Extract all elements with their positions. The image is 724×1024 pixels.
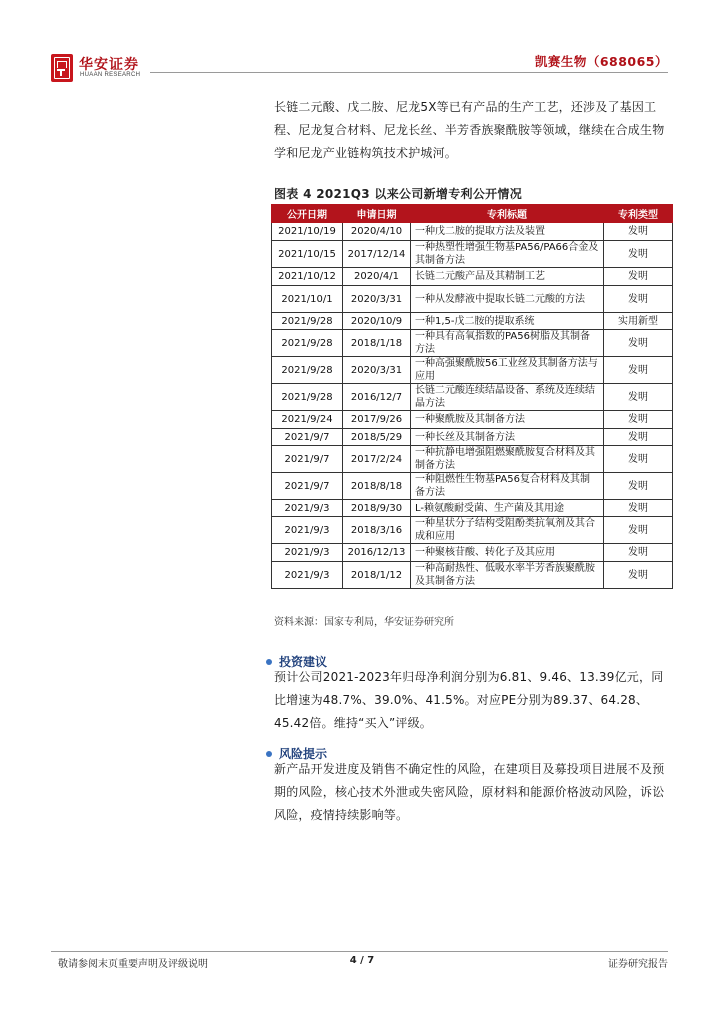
table-row — [272, 268, 673, 286]
patent-type-cell: 发明 — [604, 241, 673, 268]
patent-title-cell: 一种热塑性增强生物基PA56/PA66合金及其制备方法 — [411, 241, 604, 268]
patent-title-cell: 一种1,5-戊二胺的提取系统 — [411, 313, 604, 330]
patent-type-cell: 发明 — [604, 411, 673, 429]
table-row — [272, 411, 673, 429]
patent-type-cell: 发明 — [604, 562, 673, 589]
apply-date-cell: 2017/2/24 — [343, 446, 411, 473]
table-row — [272, 286, 673, 313]
table-row — [272, 384, 673, 411]
publish-date-cell: 2021/10/19 — [272, 223, 343, 241]
page-number: 4 / 7 — [349, 955, 375, 966]
patent-title-cell: 一种高耐热性、低吸水率半芳香族聚酰胺及其制备方法 — [411, 562, 604, 589]
publish-date-cell: 2021/9/28 — [272, 357, 343, 384]
apply-date-cell: 2018/5/29 — [343, 429, 411, 446]
patent-type-cell: 发明 — [604, 268, 673, 286]
table-row — [272, 562, 673, 589]
publish-date-cell: 2021/10/12 — [272, 268, 343, 286]
table-row — [272, 313, 673, 330]
publish-date-cell: 2021/9/7 — [272, 429, 343, 446]
publish-date-cell: 2021/9/28 — [272, 330, 343, 357]
patent-title-cell: 一种聚酰胺及其制备方法 — [411, 411, 604, 429]
publish-date-cell: 2021/9/28 — [272, 313, 343, 330]
patent-type-cell: 发明 — [604, 330, 673, 357]
table-row — [272, 500, 673, 517]
publish-date-cell: 2021/9/7 — [272, 473, 343, 500]
apply-date-cell: 2017/12/14 — [343, 241, 411, 268]
figure-source: 资料来源：国家专利局，华安证券研究所 — [274, 617, 454, 628]
patent-title-cell: 一种戊二胺的提取方法及装置 — [411, 223, 604, 241]
table-row — [272, 241, 673, 268]
patent-title-cell: 一种抗静电增强阻燃聚酰胺复合材料及其制备方法 — [411, 446, 604, 473]
patent-title-cell: 长链二元酸连续结晶设备、系统及连续结晶方法 — [411, 384, 604, 411]
intro-paragraph: 长链二元酸、戊二胺、尼龙5X等已有产品的生产工艺，还涉及了基因工程、尼龙复合材料、尼龙长丝、半芳香族聚酰胺等领域，继续在合成生物学和尼龙产业链构筑技术护城河。 — [274, 100, 665, 160]
patent-title-cell: 长链二元酸产品及其精制工艺 — [411, 268, 604, 286]
apply-date-cell: 2020/4/10 — [343, 223, 411, 241]
apply-date-cell: 2018/1/18 — [343, 330, 411, 357]
company-title: 凯赛生物（688065） — [534, 54, 668, 69]
patent-type-cell: 发明 — [604, 286, 673, 313]
apply-date-cell: 2018/1/12 — [343, 562, 411, 589]
patent-title-cell: 一种阻燃性生物基PA56复合材料及其制备方法 — [411, 473, 604, 500]
apply-date-cell: 2020/4/1 — [343, 268, 411, 286]
publish-date-cell: 2021/9/3 — [272, 500, 343, 517]
patent-title-cell: 一种高强聚酰胺56工业丝及其制备方法与应用 — [411, 357, 604, 384]
patent-title-cell: L-赖氨酸耐受菌、生产菌及其用途 — [411, 500, 604, 517]
brand-english: HUAAN RESEARCH — [80, 72, 141, 78]
section-heading: 投资建议 — [279, 655, 328, 669]
patent-title-cell: 一种长丝及其制备方法 — [411, 429, 604, 446]
patent-type-cell: 实用新型 — [604, 313, 673, 330]
apply-date-cell: 2020/3/31 — [343, 286, 411, 313]
patent-type-cell: 发明 — [604, 500, 673, 517]
patent-type-cell: 发明 — [604, 384, 673, 411]
patent-title-cell: 一种从发酵液中提取长链二元酸的方法 — [411, 286, 604, 313]
publish-date-cell: 2021/10/1 — [272, 286, 343, 313]
publish-date-cell: 2021/9/7 — [272, 446, 343, 473]
column-header: 公开日期 — [272, 205, 343, 223]
footer-divider — [51, 951, 668, 952]
risk-body: 新产品开发进度及销售不确定性的风险，在建项目及募投项目进展不及预期的风险，核心技术外泄或失密风险，原材料和能源价格波动风险，诉讼风险，疫情持续影响等。 — [274, 762, 665, 822]
bullet-icon — [266, 751, 272, 757]
apply-date-cell: 2020/10/9 — [343, 313, 411, 330]
patent-type-cell: 发明 — [604, 223, 673, 241]
publish-date-cell: 2021/9/3 — [272, 562, 343, 589]
table-row — [272, 517, 673, 544]
publish-date-cell: 2021/9/3 — [272, 544, 343, 562]
figure-title: 图表 4 2021Q3 以来公司新增专利公开情况 — [274, 187, 523, 201]
patent-title-cell: 一种聚核苷酸、转化子及其应用 — [411, 544, 604, 562]
column-header: 专利类型 — [604, 205, 673, 223]
apply-date-cell: 2020/3/31 — [343, 357, 411, 384]
header-divider — [150, 72, 668, 73]
section-heading: 风险提示 — [279, 747, 328, 761]
patent-type-cell: 发明 — [604, 473, 673, 500]
publish-date-cell: 2021/9/3 — [272, 517, 343, 544]
footer-report-type: 证券研究报告 — [608, 959, 668, 970]
column-header: 申请日期 — [343, 205, 411, 223]
patent-type-cell: 发明 — [604, 446, 673, 473]
table-row — [272, 330, 673, 357]
column-header: 专利标题 — [411, 205, 604, 223]
apply-date-cell: 2018/9/30 — [343, 500, 411, 517]
table-row — [272, 544, 673, 562]
bullet-icon — [266, 659, 272, 665]
table-row — [272, 446, 673, 473]
huaan-logo-icon — [51, 54, 73, 82]
investment-body: 预计公司2021-2023年归母净利润分别为6.81、9.46、13.39亿元，同比增速为48.7%、39.0%、41.5%。对应PE分别为89.37、64.28、45.42倍。维持“买入”评级。 — [274, 670, 664, 730]
patent-title-cell: 一种星状分子结构受阻酚类抗氧剂及其合成和应用 — [411, 517, 604, 544]
apply-date-cell: 2018/3/16 — [343, 517, 411, 544]
table-row — [272, 223, 673, 241]
table-row — [272, 473, 673, 500]
footer-disclaimer: 敬请参阅末页重要声明及评级说明 — [58, 959, 208, 970]
publish-date-cell: 2021/10/15 — [272, 241, 343, 268]
patent-type-cell: 发明 — [604, 544, 673, 562]
publish-date-cell: 2021/9/24 — [272, 411, 343, 429]
patent-type-cell: 发明 — [604, 357, 673, 384]
patent-title-cell: 一种具有高氧指数的PA56树脂及其制备方法 — [411, 330, 604, 357]
apply-date-cell: 2018/8/18 — [343, 473, 411, 500]
table-header-row — [272, 205, 673, 223]
table-row — [272, 357, 673, 384]
patent-type-cell: 发明 — [604, 429, 673, 446]
brand-name: 华安证券 — [79, 57, 139, 73]
apply-date-cell: 2016/12/7 — [343, 384, 411, 411]
publish-date-cell: 2021/9/28 — [272, 384, 343, 411]
apply-date-cell: 2017/9/26 — [343, 411, 411, 429]
patent-table — [271, 204, 673, 589]
table-row — [272, 429, 673, 446]
apply-date-cell: 2016/12/13 — [343, 544, 411, 562]
patent-type-cell: 发明 — [604, 517, 673, 544]
